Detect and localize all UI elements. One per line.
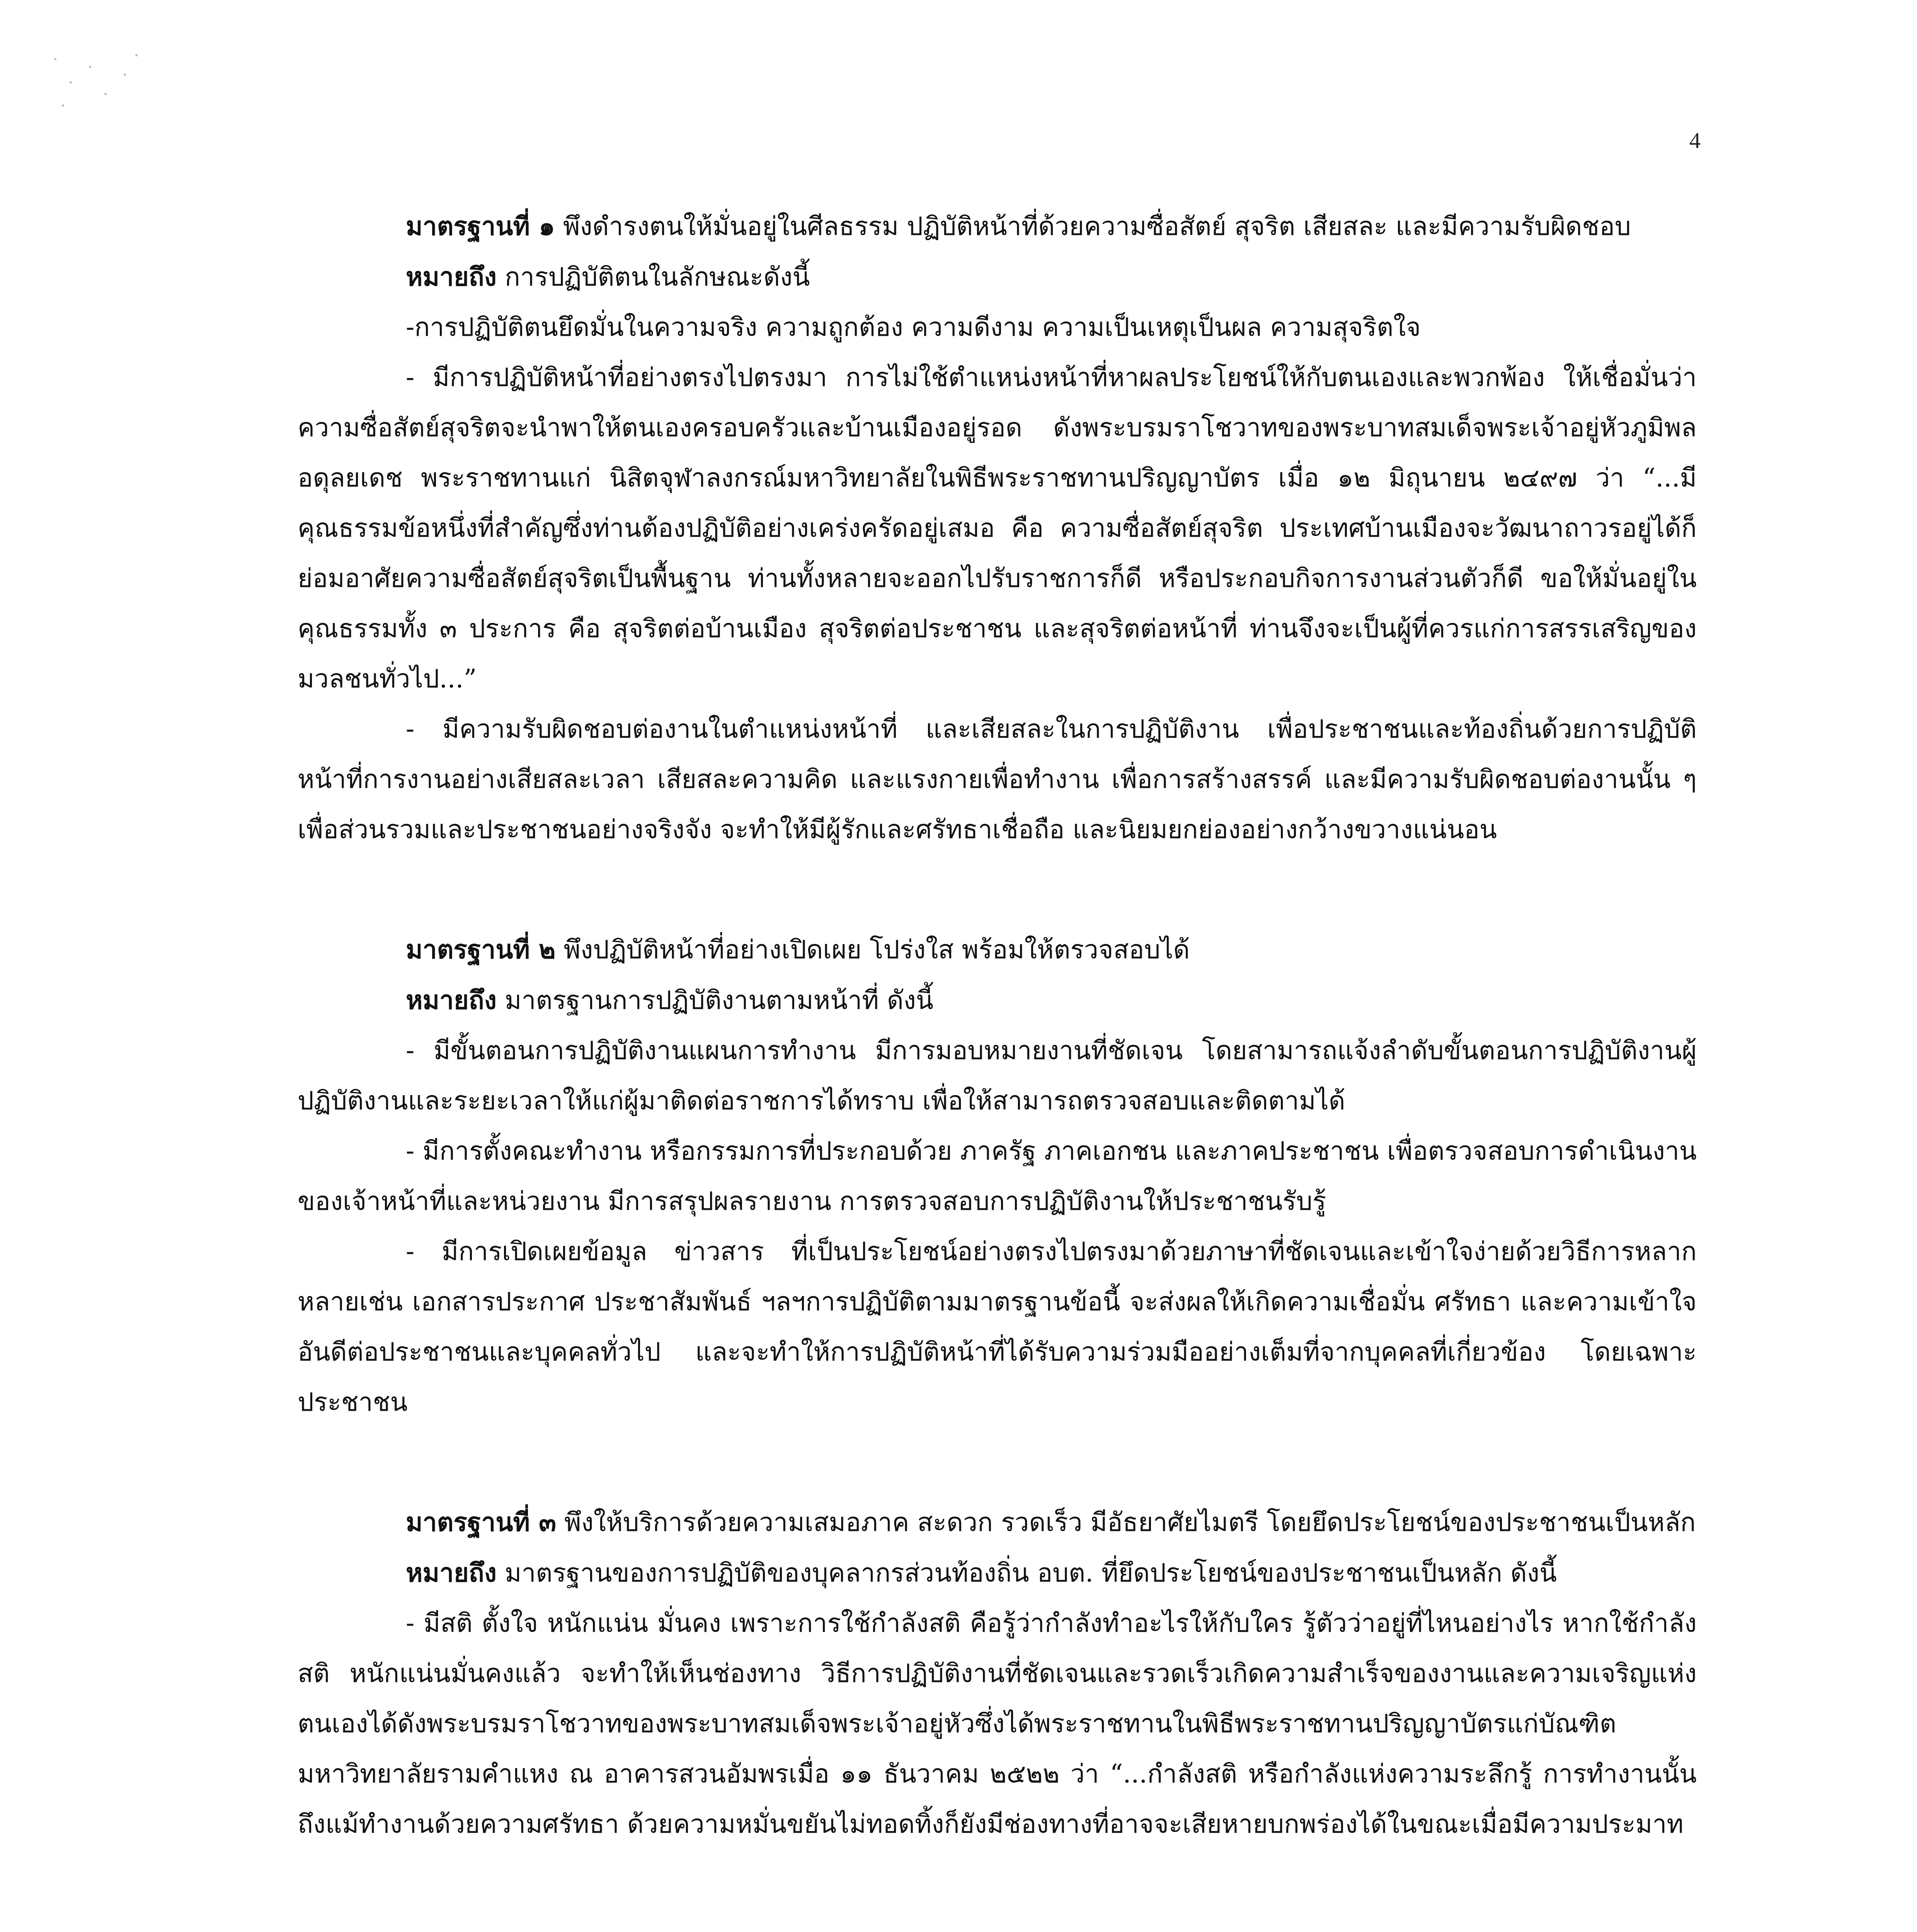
- standard-heading: [298, 1497, 1697, 1548]
- meaning-text: มาตรฐานการปฏิบัติงานตามหน้าที่ ดังนี้: [496, 985, 934, 1015]
- scan-noise-decoration: [46, 46, 147, 116]
- meaning-label: หมายถึง: [406, 985, 497, 1015]
- meaning-text: มาตรฐานของการปฏิบัติของบุคลากรส่วนท้องถิ่น อบต. ที่ยึดประโยชน์ของประชาชนเป็นหลัก ดังนี้: [496, 1558, 1557, 1588]
- meaning-line: [298, 975, 1697, 1026]
- standard-heading-label: มาตรฐานที่ ๒: [406, 934, 556, 964]
- meaning-line: [298, 252, 1697, 302]
- paragraph: -การปฏิบัติตนยึดมั่นในความจริง ความถูกต้อง ความดีงาม ความเป็นเหตุเป็นผล ความสุจริตใจ: [406, 312, 1421, 342]
- standard-heading-label: มาตรฐานที่ ๓: [406, 1507, 557, 1537]
- paragraph: - มีการเปิดเผยข้อมูล ข่าวสาร ที่เป็นประโยชน์อย่างตรงไปตรงมาด้วยภาษาที่ชัดเจนและเข้าใจง่ายด้วยวิธีการหลากหลายเช่น เอกสารประกาศ ประชาสัมพันธ์ ฯลฯการปฏิบัติตามมาตรฐานข้อนี้ จะส่งผลให้เกิดความเชื่อมั่น ศรัทธา และความเข้าใจอันดีต่อประชาชนและบุคคลทั่วไป และจะทำให้การปฏิบัติหน้าที่ได้รับความร่วมมืออย่างเต็มที่จากบุคคลที่เกี่ยวข้อง โดยเฉพาะประชาชน: [298, 1236, 1697, 1417]
- standard-section-2: [298, 924, 1697, 1427]
- meaning-line: [298, 1548, 1697, 1598]
- meaning-text: การปฏิบัติตนในลักษณะดังนี้: [496, 262, 810, 292]
- standard-heading: [298, 201, 1697, 252]
- paragraph: - มีความรับผิดชอบต่องานในตำแหน่งหน้าที่ และเสียสละในการปฏิบัติงาน เพื่อประชาชนและท้องถิ่นด้วยการปฏิบัติหน้าที่การงานอย่างเสียสละเวลา เสียสละความคิด และแรงกายเพื่อทำงาน เพื่อการสร้างสรรค์ และมีความรับผิดชอบต่องานนั้น ๆเพื่อส่วนรวมและประชาชนอย่างจริงจัง จะทำให้มีผู้รักและศรัทธาเชื่อถือ และนิยมยกย่องอย่างกว้างขวางแน่นอน: [298, 714, 1697, 844]
- standard-heading-text: พึงปฏิบัติหน้าที่อย่างเปิดเผย โปร่งใส พร้อมให้ตรวจสอบได้: [555, 935, 1190, 964]
- paragraph: - มีการตั้งคณะทำงาน หรือกรรมการที่ประกอบด้วย ภาครัฐ ภาคเอกชน และภาคประชาชน เพื่อตรวจสอบการดำเนินงานของเจ้าหน้าที่และหน่วยงาน มีการสรุปผลรายงาน การตรวจสอบการปฏิบัติงานให้ประชาชนรับรู้: [298, 1136, 1697, 1216]
- page-number: 4: [1689, 128, 1701, 153]
- standard-heading-text: พึงให้บริการด้วยความเสมอภาค สะดวก รวดเร็ว มีอัธยาศัยไมตรี โดยยึดประโยชน์ของประชาชนเป็นหลัก: [556, 1507, 1696, 1537]
- standard-heading-label: มาตรฐานที่ ๑: [406, 211, 555, 241]
- standard-heading-text: พึงดำรงตนให้มั่นอยู่ในศีลธรรม ปฏิบัติหน้าที่ด้วยความซื่อสัตย์ สุจริต เสียสละ และมีความรับผิดชอบ: [555, 211, 1631, 241]
- meaning-label: หมายถึง: [406, 262, 497, 292]
- document-body: [298, 201, 1697, 1849]
- paragraph: - มีการปฏิบัติหน้าที่อย่างตรงไปตรงมา การไม่ใช้ตำแหน่งหน้าที่หาผลประโยชน์ให้กับตนเองและพวกพ้อง ให้เชื่อมั่นว่าความซื่อสัตย์สุจริตจะนำพาให้ตนเองครอบครัวและบ้านเมืองอยู่รอด ดังพระบรมราโชวาทของพระบาทสมเด็จพระเจ้าอยู่หัวภูมิพลอดุลยเดช พระราชทานแก่ นิสิตจุฬาลงกรณ์มหาวิทยาลัยในพิธีพระราชทานปริญญาบัตร เมื่อ ๑๒ มิถุนายน ๒๔๙๗ ว่า “...มีคุณธรรมข้อหนึ่งที่สำคัญซึ่งท่านต้องปฏิบัติอย่างเคร่งครัดอยู่เสมอ คือ ความซื่อสัตย์สุจริต ประเทศบ้านเมืองจะวัฒนาถาวรอยู่ได้ก็ย่อมอาศัยความซื่อสัตย์สุจริตเป็นพื้นฐาน ท่านทั้งหลายจะออกไปรับราชการก็ดี หรือประกอบกิจการงานส่วนตัวก็ดี ขอให้มั่นอยู่ในคุณธรรมทั้ง ๓ ประการ คือ สุจริตต่อบ้านเมือง สุจริตต่อประชาชน และสุจริตต่อหน้าที่ ท่านจึงจะเป็นผู้ที่ควรแก่การสรรเสริญของมวลชนทั่วไป...”: [298, 362, 1697, 694]
- standard-section-1: [298, 201, 1697, 855]
- paragraph: - มีสติ ตั้งใจ หนักแน่น มั่นคง เพราะการใช้กำลังสติ คือรู้ว่ากำลังทำอะไรให้กับใคร รู้ตัวว่าอยู่ที่ไหนอย่างไร หากใช้กำลังสติ หนักแน่นมั่นคงแล้ว จะทำให้เห็นช่องทาง วิธีการปฏิบัติงานที่ชัดเจนและรวดเร็วเกิดความสำเร็จของงานและความเจริญแห่งตนเองได้ดังพระบรมราโชวาทของพระบาทสมเด็จพระเจ้าอยู่หัวซึ่งได้พระราชทานในพิธีพระราชทานปริญญาบัตรแก่บัณฑิตมหาวิทยาลัยรามคำแหง ณ อาคารสวนอัมพรเมื่อ ๑๑ ธันวาคม ๒๕๒๒ ว่า “...กำลังสติ หรือกำลังแห่งความระลึกรู้ การทำงานนั้นถึงแม้ทำงานด้วยความศรัทธา ด้วยความหมั่นขยันไม่ทอดทิ้งก็ยังมีช่องทางที่อาจจะเสียหายบกพร่องได้ในขณะเมื่อมีความประมาท: [298, 1608, 1697, 1839]
- meaning-label: หมายถึง: [406, 1558, 497, 1588]
- standard-section-3: [298, 1497, 1697, 1849]
- paragraph: - มีขั้นตอนการปฏิบัติงานแผนการทำงาน มีการมอบหมายงานที่ชัดเจน โดยสามารถแจ้งลำดับขั้นตอนการปฏิบัติงานผู้ปฏิบัติงานและระยะเวลาให้แก่ผู้มาติดต่อราชการได้ทราบ เพื่อให้สามารถตรวจสอบและติดตามได้: [298, 1036, 1697, 1116]
- standard-heading: [298, 924, 1697, 975]
